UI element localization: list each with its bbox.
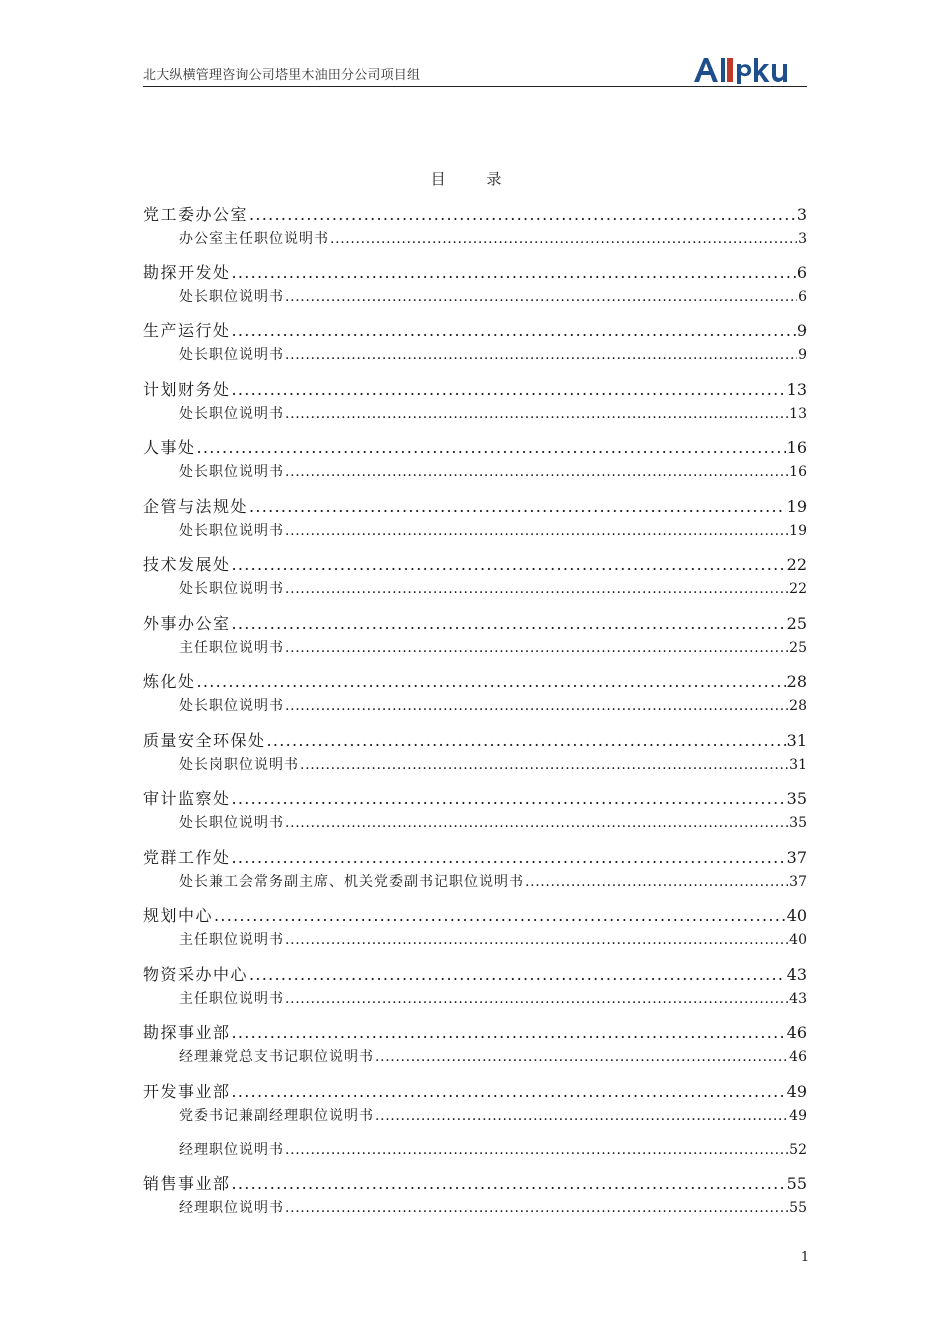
- toc-entry-page: 13: [786, 380, 807, 399]
- dot-leader: [285, 406, 788, 422]
- toc-subentry[interactable]: [143, 228, 807, 248]
- toc-entry-title: 办公室主任职位说明书: [179, 231, 329, 247]
- toc-subentry[interactable]: [143, 286, 807, 306]
- dot-leader: [232, 614, 786, 633]
- toc-entry-title: 处长兼工会常务副主席、机关党委副书记职位说明书: [179, 874, 524, 890]
- toc-section-entry[interactable]: [143, 1020, 807, 1043]
- dot-leader: [232, 555, 786, 574]
- dot-leader: [249, 965, 786, 984]
- toc-entry-page: 35: [789, 815, 807, 831]
- toc-entry-title: 主任职位说明书: [179, 932, 284, 948]
- toc-section-entry[interactable]: [143, 377, 807, 400]
- dot-leader: [232, 1082, 786, 1101]
- toc-entry-title: 勘探开发处: [143, 263, 231, 282]
- toc-entry-title: 处长职位说明书: [179, 698, 284, 714]
- toc-section-entry[interactable]: [143, 552, 807, 575]
- toc-entry-page: 37: [789, 874, 807, 890]
- toc-entry-page: 46: [789, 1049, 807, 1065]
- dot-leader: [197, 438, 786, 457]
- dot-leader: [330, 231, 797, 247]
- toc-entry-page: 22: [786, 555, 807, 574]
- toc-subentry[interactable]: [143, 1046, 807, 1066]
- toc-subentry[interactable]: [143, 1139, 807, 1159]
- toc-section-entry[interactable]: [143, 728, 807, 751]
- toc-subentry[interactable]: [143, 929, 807, 949]
- dot-leader: [285, 464, 788, 480]
- toc-entry-title: 技术发展处: [143, 555, 231, 574]
- toc-entry-page: 31: [786, 731, 807, 750]
- page-header: [143, 52, 807, 87]
- toc-entry-page: 49: [789, 1108, 807, 1124]
- toc-entry-title: 经理职位说明书: [179, 1142, 284, 1158]
- dot-leader: [285, 289, 797, 305]
- toc-entry-title: 处长职位说明书: [179, 289, 284, 305]
- dot-leader: [285, 815, 788, 831]
- dot-leader: [285, 640, 788, 656]
- dot-leader: [285, 1142, 788, 1158]
- toc-entry-title: 勘探事业部: [143, 1023, 231, 1042]
- toc-entry-page: 35: [786, 789, 807, 808]
- dot-leader: [285, 991, 788, 1007]
- toc-section-entry[interactable]: [143, 611, 807, 634]
- toc-entry-title: 主任职位说明书: [179, 640, 284, 656]
- toc-subentry[interactable]: [143, 461, 807, 481]
- toc-section-entry[interactable]: [143, 669, 807, 692]
- dot-leader: [232, 263, 796, 282]
- toc-entry-page: 3: [798, 231, 807, 247]
- toc-section-entry[interactable]: [143, 494, 807, 517]
- dot-leader: [197, 672, 786, 691]
- toc-entry-page: 28: [789, 698, 807, 714]
- toc-entry-page: 13: [789, 406, 807, 422]
- toc-entry-page: 31: [789, 757, 807, 773]
- toc-section-entry[interactable]: [143, 318, 807, 341]
- toc-entry-title: 党群工作处: [143, 848, 231, 867]
- toc-entry-page: 43: [789, 991, 807, 1007]
- toc-section-entry[interactable]: [143, 435, 807, 458]
- toc-entry-title: 审计监察处: [143, 789, 231, 808]
- toc-entry-title: 处长职位说明书: [179, 815, 284, 831]
- toc-subentry[interactable]: [143, 637, 807, 657]
- toc-subentry[interactable]: [143, 812, 807, 832]
- toc-entry-page: 37: [786, 848, 807, 867]
- toc-subentry[interactable]: [143, 520, 807, 540]
- toc-entry-page: 6: [796, 263, 807, 282]
- dot-leader: [285, 581, 788, 597]
- toc-entry-title: 处长职位说明书: [179, 347, 284, 363]
- dot-leader: [249, 205, 796, 224]
- dot-leader: [214, 906, 786, 925]
- toc-entry-title: 处长职位说明书: [179, 406, 284, 422]
- toc-entry-page: 40: [786, 906, 807, 925]
- toc-entry-page: 3: [796, 205, 807, 224]
- dot-leader: [375, 1108, 788, 1124]
- toc-subentry[interactable]: [143, 754, 807, 774]
- toc-entry-page: 25: [786, 614, 807, 633]
- toc-entry-title: 开发事业部: [143, 1082, 231, 1101]
- toc-entry-page: 46: [786, 1023, 807, 1042]
- toc-entry-page: 49: [786, 1082, 807, 1101]
- toc-entry-page: 55: [789, 1200, 807, 1216]
- toc-entry-title: 党工委办公室: [143, 205, 249, 224]
- toc-entry-page: 16: [789, 464, 807, 480]
- toc-entry-title: 规划中心: [143, 906, 214, 925]
- toc-section-entry[interactable]: [143, 903, 807, 926]
- toc-entry-page: 40: [789, 932, 807, 948]
- dot-leader: [285, 347, 797, 363]
- dot-leader: [267, 731, 786, 750]
- toc-section-entry[interactable]: [143, 962, 807, 985]
- toc-subentry[interactable]: [143, 1105, 807, 1125]
- toc-entry-title: 物资采办中心: [143, 965, 249, 984]
- dot-leader: [285, 523, 788, 539]
- dot-leader: [285, 698, 788, 714]
- dot-leader: [232, 1023, 786, 1042]
- toc-entry-title: 主任职位说明书: [179, 991, 284, 1007]
- toc-subentry[interactable]: [143, 695, 807, 715]
- dot-leader: [232, 848, 786, 867]
- toc-section-entry[interactable]: [143, 260, 807, 283]
- toc-subentry[interactable]: [143, 403, 807, 423]
- toc-section-entry[interactable]: [143, 202, 807, 225]
- toc-entry-title: 处长职位说明书: [179, 464, 284, 480]
- toc-heading: 目 录: [430, 170, 520, 188]
- page-number: 1: [800, 1250, 810, 1265]
- toc-entry-title: 经理职位说明书: [179, 1200, 284, 1216]
- toc-entry-page: 9: [796, 321, 807, 340]
- toc-section-entry[interactable]: [143, 786, 807, 809]
- dot-leader: [285, 1200, 788, 1216]
- dot-leader: [232, 789, 786, 808]
- toc-entry-title: 经理兼党总支书记职位说明书: [179, 1049, 374, 1065]
- toc-subentry[interactable]: [143, 988, 807, 1008]
- toc-entry-title: 外事办公室: [143, 614, 231, 633]
- toc-entry-title: 处长职位说明书: [179, 581, 284, 597]
- toc-entry-page: 22: [789, 581, 807, 597]
- allpku-logo: [692, 56, 807, 84]
- toc-entry-page: 6: [798, 289, 807, 305]
- toc-subentry[interactable]: [143, 871, 807, 891]
- toc-entry-title: 党委书记兼副经理职位说明书: [179, 1108, 374, 1124]
- toc-entry-title: 计划财务处: [143, 380, 231, 399]
- dot-leader: [249, 497, 786, 516]
- toc-entry-title: 企管与法规处: [143, 497, 249, 516]
- toc-entry-page: 16: [786, 438, 807, 457]
- toc-entry-page: 19: [786, 497, 807, 516]
- toc-section-entry[interactable]: [143, 845, 807, 868]
- dot-leader: [285, 932, 788, 948]
- toc-entry-title: 处长岗职位说明书: [179, 757, 299, 773]
- toc-entry-page: 55: [786, 1174, 807, 1193]
- toc-entry-page: 25: [789, 640, 807, 656]
- dot-leader: [232, 380, 786, 399]
- toc-entry-page: 43: [786, 965, 807, 984]
- toc-entry-page: 52: [789, 1142, 807, 1158]
- toc-entry-page: 28: [786, 672, 807, 691]
- toc-entry-title: 处长职位说明书: [179, 523, 284, 539]
- toc-entry-title: 人事处: [143, 438, 196, 457]
- header-title: 北大纵横管理咨询公司塔里木油田分公司项目组: [143, 68, 421, 83]
- dot-leader: [232, 321, 796, 340]
- toc-entry-page: 19: [789, 523, 807, 539]
- toc-entry-title: 销售事业部: [143, 1174, 231, 1193]
- toc-entry-title: 生产运行处: [143, 321, 231, 340]
- dot-leader: [232, 1174, 786, 1193]
- toc-section-entry[interactable]: [143, 1079, 807, 1102]
- dot-leader: [525, 874, 788, 890]
- toc-entry-title: 质量安全环保处: [143, 731, 266, 750]
- dot-leader: [300, 757, 788, 773]
- toc-subentry[interactable]: [143, 1197, 807, 1217]
- toc-entry-title: 炼化处: [143, 672, 196, 691]
- toc-entry-page: 9: [798, 347, 807, 363]
- toc-subentry[interactable]: [143, 578, 807, 598]
- toc-section-entry[interactable]: [143, 1171, 807, 1194]
- dot-leader: [375, 1049, 788, 1065]
- toc-subentry[interactable]: [143, 344, 807, 364]
